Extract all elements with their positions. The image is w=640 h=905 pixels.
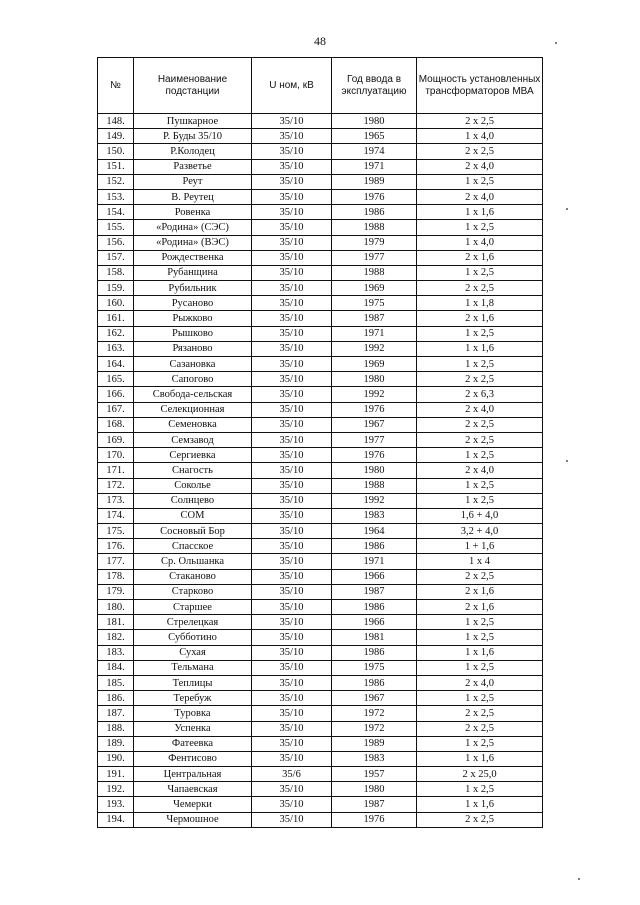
cell-commissioning-year: 1967 (332, 417, 417, 432)
cell-transformer-power: 2 х 4,0 (417, 463, 543, 478)
cell-commissioning-year: 1969 (332, 357, 417, 372)
cell-nominal-voltage: 35/10 (252, 448, 332, 463)
cell-number: 186. (98, 691, 134, 706)
cell-commissioning-year: 1977 (332, 432, 417, 447)
header-row (98, 58, 543, 114)
cell-substation-name: Р. Буды 35/10 (134, 129, 252, 144)
cell-nominal-voltage: 35/10 (252, 615, 332, 630)
cell-number: 153. (98, 189, 134, 204)
cell-transformer-power: 2 х 1,6 (417, 600, 543, 615)
cell-substation-name: Тельмана (134, 660, 252, 675)
cell-transformer-power: 1 х 1,6 (417, 797, 543, 812)
cell-commissioning-year: 1966 (332, 569, 417, 584)
cell-commissioning-year: 1986 (332, 539, 417, 554)
table-row (98, 417, 543, 432)
cell-number: 175. (98, 524, 134, 539)
cell-nominal-voltage: 35/10 (252, 144, 332, 159)
cell-number: 155. (98, 220, 134, 235)
cell-transformer-power: 1 х 1,6 (417, 205, 543, 220)
table-row (98, 721, 543, 736)
cell-substation-name: Селекционная (134, 402, 252, 417)
cell-transformer-power: 2 х 2,5 (417, 281, 543, 296)
cell-nominal-voltage: 35/10 (252, 402, 332, 417)
table-row (98, 706, 543, 721)
scan-speck (566, 208, 568, 210)
cell-number: 174. (98, 508, 134, 523)
cell-commissioning-year: 1988 (332, 478, 417, 493)
cell-number: 162. (98, 326, 134, 341)
table-row (98, 341, 543, 356)
cell-transformer-power: 1 х 2,5 (417, 691, 543, 706)
cell-number: 173. (98, 493, 134, 508)
cell-transformer-power: 2 х 2,5 (417, 114, 543, 129)
cell-nominal-voltage: 35/10 (252, 265, 332, 280)
table-row (98, 448, 543, 463)
table-row (98, 174, 543, 189)
cell-commissioning-year: 1986 (332, 205, 417, 220)
table-row (98, 402, 543, 417)
table-row (98, 569, 543, 584)
cell-transformer-power: 2 х 1,6 (417, 311, 543, 326)
table-row (98, 691, 543, 706)
cell-nominal-voltage: 35/10 (252, 205, 332, 220)
table-row (98, 767, 543, 782)
cell-number: 163. (98, 341, 134, 356)
cell-commissioning-year: 1975 (332, 296, 417, 311)
cell-number: 166. (98, 387, 134, 402)
cell-nominal-voltage: 35/10 (252, 600, 332, 615)
table-row (98, 508, 543, 523)
table-header (98, 58, 543, 114)
cell-number: 172. (98, 478, 134, 493)
cell-nominal-voltage: 35/10 (252, 721, 332, 736)
table-row (98, 159, 543, 174)
cell-substation-name: Центральная (134, 767, 252, 782)
cell-nominal-voltage: 35/10 (252, 189, 332, 204)
cell-transformer-power: 1 х 1,6 (417, 645, 543, 660)
cell-commissioning-year: 1967 (332, 691, 417, 706)
cell-substation-name: Снагость (134, 463, 252, 478)
cell-commissioning-year: 1988 (332, 265, 417, 280)
cell-commissioning-year: 1979 (332, 235, 417, 250)
cell-substation-name: Русаново (134, 296, 252, 311)
cell-transformer-power: 1,6 + 4,0 (417, 508, 543, 523)
cell-commissioning-year: 1957 (332, 767, 417, 782)
cell-number: 167. (98, 402, 134, 417)
cell-transformer-power: 1 х 1,8 (417, 296, 543, 311)
cell-transformer-power: 2 х 6,3 (417, 387, 543, 402)
cell-transformer-power: 1 х 1,6 (417, 341, 543, 356)
cell-nominal-voltage: 35/10 (252, 235, 332, 250)
cell-nominal-voltage: 35/6 (252, 767, 332, 782)
cell-substation-name: Фентисово (134, 751, 252, 766)
cell-number: 192. (98, 782, 134, 797)
cell-nominal-voltage: 35/10 (252, 281, 332, 296)
cell-commissioning-year: 1992 (332, 493, 417, 508)
cell-substation-name: Рыжково (134, 311, 252, 326)
cell-transformer-power: 1 х 2,5 (417, 174, 543, 189)
cell-number: 189. (98, 736, 134, 751)
cell-nominal-voltage: 35/10 (252, 645, 332, 660)
cell-nominal-voltage: 35/10 (252, 797, 332, 812)
cell-transformer-power: 1 х 2,5 (417, 357, 543, 372)
table-row (98, 250, 543, 265)
table-row (98, 144, 543, 159)
cell-substation-name: «Родина» (СЭС) (134, 220, 252, 235)
cell-substation-name: Старково (134, 584, 252, 599)
cell-commissioning-year: 1986 (332, 675, 417, 690)
cell-commissioning-year: 1989 (332, 736, 417, 751)
table-row (98, 554, 543, 569)
cell-transformer-power: 1 х 4,0 (417, 235, 543, 250)
cell-transformer-power: 1 х 2,5 (417, 493, 543, 508)
cell-commissioning-year: 1987 (332, 311, 417, 326)
cell-nominal-voltage: 35/10 (252, 357, 332, 372)
cell-transformer-power: 1 х 2,5 (417, 615, 543, 630)
cell-substation-name: Сапогово (134, 372, 252, 387)
cell-transformer-power: 1 х 2,5 (417, 782, 543, 797)
cell-substation-name: Стрелецкая (134, 615, 252, 630)
table-row (98, 736, 543, 751)
cell-commissioning-year: 1988 (332, 220, 417, 235)
table-row (98, 630, 543, 645)
cell-nominal-voltage: 35/10 (252, 660, 332, 675)
table-row (98, 189, 543, 204)
header-transformer-power: Мощность установленных трансформаторов МВА (417, 58, 543, 114)
table-row (98, 751, 543, 766)
cell-number: 154. (98, 205, 134, 220)
cell-number: 180. (98, 600, 134, 615)
cell-commissioning-year: 1981 (332, 630, 417, 645)
cell-commissioning-year: 1971 (332, 554, 417, 569)
cell-nominal-voltage: 35/10 (252, 478, 332, 493)
table-row (98, 615, 543, 630)
cell-number: 183. (98, 645, 134, 660)
table-row (98, 432, 543, 447)
cell-substation-name: «Родина» (ВЭС) (134, 235, 252, 250)
cell-substation-name: Сосновый Бор (134, 524, 252, 539)
cell-nominal-voltage: 35/10 (252, 220, 332, 235)
cell-commissioning-year: 1992 (332, 387, 417, 402)
cell-commissioning-year: 1983 (332, 508, 417, 523)
cell-number: 160. (98, 296, 134, 311)
table-row (98, 311, 543, 326)
cell-number: 191. (98, 767, 134, 782)
cell-commissioning-year: 1971 (332, 326, 417, 341)
table-row (98, 129, 543, 144)
cell-transformer-power: 1 + 1,6 (417, 539, 543, 554)
cell-commissioning-year: 1986 (332, 645, 417, 660)
header-substation-name: Наименование подстанции (134, 58, 252, 114)
cell-substation-name: Сазановка (134, 357, 252, 372)
cell-transformer-power: 1 х 2,5 (417, 736, 543, 751)
cell-nominal-voltage: 35/10 (252, 114, 332, 129)
cell-transformer-power: 1 х 2,5 (417, 326, 543, 341)
cell-substation-name: Рышково (134, 326, 252, 341)
cell-number: 176. (98, 539, 134, 554)
cell-substation-name: Ср. Ольшанка (134, 554, 252, 569)
cell-number: 161. (98, 311, 134, 326)
cell-transformer-power: 2 х 4,0 (417, 675, 543, 690)
cell-nominal-voltage: 35/10 (252, 524, 332, 539)
cell-substation-name: Сухая (134, 645, 252, 660)
cell-nominal-voltage: 35/10 (252, 463, 332, 478)
cell-number: 181. (98, 615, 134, 630)
cell-commissioning-year: 1972 (332, 721, 417, 736)
cell-commissioning-year: 1969 (332, 281, 417, 296)
substations-table (97, 57, 543, 828)
cell-nominal-voltage: 35/10 (252, 129, 332, 144)
table-body (98, 114, 543, 828)
cell-substation-name: Фатеевка (134, 736, 252, 751)
cell-commissioning-year: 1976 (332, 448, 417, 463)
cell-number: 165. (98, 372, 134, 387)
cell-transformer-power: 2 х 1,6 (417, 250, 543, 265)
cell-number: 164. (98, 357, 134, 372)
cell-transformer-power: 1 х 2,5 (417, 448, 543, 463)
table-row (98, 812, 543, 827)
cell-number: 171. (98, 463, 134, 478)
cell-commissioning-year: 1992 (332, 341, 417, 356)
cell-transformer-power: 1 х 2,5 (417, 265, 543, 280)
table-row (98, 387, 543, 402)
cell-number: 193. (98, 797, 134, 812)
cell-nominal-voltage: 35/10 (252, 326, 332, 341)
cell-transformer-power: 2 х 2,5 (417, 569, 543, 584)
table-row (98, 372, 543, 387)
cell-substation-name: Рубильник (134, 281, 252, 296)
cell-nominal-voltage: 35/10 (252, 432, 332, 447)
cell-commissioning-year: 1965 (332, 129, 417, 144)
cell-commissioning-year: 1987 (332, 584, 417, 599)
table-row (98, 600, 543, 615)
cell-commissioning-year: 1971 (332, 159, 417, 174)
table-row (98, 584, 543, 599)
cell-commissioning-year: 1966 (332, 615, 417, 630)
cell-nominal-voltage: 35/10 (252, 691, 332, 706)
cell-transformer-power: 1 х 2,5 (417, 220, 543, 235)
cell-nominal-voltage: 35/10 (252, 508, 332, 523)
cell-number: 148. (98, 114, 134, 129)
cell-substation-name: Субботино (134, 630, 252, 645)
cell-number: 187. (98, 706, 134, 721)
scan-speck (555, 42, 557, 44)
page-number: 48 (314, 34, 326, 48)
table-row (98, 478, 543, 493)
table-row (98, 539, 543, 554)
table-row (98, 524, 543, 539)
cell-nominal-voltage: 35/10 (252, 417, 332, 432)
cell-commissioning-year: 1980 (332, 782, 417, 797)
cell-nominal-voltage: 35/10 (252, 539, 332, 554)
cell-nominal-voltage: 35/10 (252, 630, 332, 645)
cell-number: 159. (98, 281, 134, 296)
cell-number: 150. (98, 144, 134, 159)
cell-number: 169. (98, 432, 134, 447)
cell-number: 179. (98, 584, 134, 599)
cell-number: 182. (98, 630, 134, 645)
cell-number: 152. (98, 174, 134, 189)
cell-commissioning-year: 1975 (332, 660, 417, 675)
table-row (98, 675, 543, 690)
cell-number: 188. (98, 721, 134, 736)
cell-transformer-power: 2 х 2,5 (417, 432, 543, 447)
cell-number: 194. (98, 812, 134, 827)
cell-substation-name: Разветье (134, 159, 252, 174)
table-row (98, 660, 543, 675)
cell-transformer-power: 1 х 4 (417, 554, 543, 569)
cell-transformer-power: 1 х 2,5 (417, 478, 543, 493)
cell-commissioning-year: 1986 (332, 600, 417, 615)
scan-speck (566, 460, 568, 462)
cell-transformer-power: 1 х 2,5 (417, 660, 543, 675)
cell-substation-name: Теплицы (134, 675, 252, 690)
table-row (98, 205, 543, 220)
cell-commissioning-year: 1972 (332, 706, 417, 721)
cell-substation-name: Рязаново (134, 341, 252, 356)
cell-substation-name: Ровенка (134, 205, 252, 220)
cell-nominal-voltage: 35/10 (252, 751, 332, 766)
cell-number: 178. (98, 569, 134, 584)
cell-substation-name: Семзавод (134, 432, 252, 447)
cell-commissioning-year: 1987 (332, 797, 417, 812)
cell-commissioning-year: 1976 (332, 189, 417, 204)
cell-number: 156. (98, 235, 134, 250)
cell-substation-name: Рождественка (134, 250, 252, 265)
cell-substation-name: Стаканово (134, 569, 252, 584)
cell-commissioning-year: 1980 (332, 114, 417, 129)
cell-number: 168. (98, 417, 134, 432)
cell-commissioning-year: 1977 (332, 250, 417, 265)
cell-transformer-power: 2 х 4,0 (417, 189, 543, 204)
cell-number: 157. (98, 250, 134, 265)
cell-commissioning-year: 1974 (332, 144, 417, 159)
cell-substation-name: В. Реутец (134, 189, 252, 204)
cell-nominal-voltage: 35/10 (252, 569, 332, 584)
cell-number: 185. (98, 675, 134, 690)
cell-transformer-power: 2 х 2,5 (417, 417, 543, 432)
cell-nominal-voltage: 35/10 (252, 296, 332, 311)
header-number: № (98, 58, 134, 114)
cell-substation-name: Свобода-сельская (134, 387, 252, 402)
cell-substation-name: Рубанщина (134, 265, 252, 280)
cell-transformer-power: 2 х 4,0 (417, 402, 543, 417)
cell-transformer-power: 2 х 4,0 (417, 159, 543, 174)
cell-substation-name: Спасское (134, 539, 252, 554)
cell-nominal-voltage: 35/10 (252, 341, 332, 356)
cell-transformer-power: 1 х 4,0 (417, 129, 543, 144)
table-row (98, 357, 543, 372)
table-row (98, 493, 543, 508)
table-row (98, 265, 543, 280)
cell-commissioning-year: 1980 (332, 463, 417, 478)
cell-substation-name: СОМ (134, 508, 252, 523)
cell-substation-name: Чапаевская (134, 782, 252, 797)
cell-substation-name: Солнцево (134, 493, 252, 508)
cell-nominal-voltage: 35/10 (252, 554, 332, 569)
table-row (98, 326, 543, 341)
table-row (98, 463, 543, 478)
cell-transformer-power: 2 х 2,5 (417, 706, 543, 721)
cell-transformer-power: 2 х 1,6 (417, 584, 543, 599)
cell-nominal-voltage: 35/10 (252, 782, 332, 797)
cell-substation-name: Соколье (134, 478, 252, 493)
table-row (98, 645, 543, 660)
cell-nominal-voltage: 35/10 (252, 311, 332, 326)
cell-number: 177. (98, 554, 134, 569)
cell-nominal-voltage: 35/10 (252, 493, 332, 508)
cell-substation-name: Пушкарное (134, 114, 252, 129)
cell-nominal-voltage: 35/10 (252, 706, 332, 721)
table-row (98, 797, 543, 812)
cell-substation-name: Чемерки (134, 797, 252, 812)
cell-substation-name: Туровка (134, 706, 252, 721)
cell-nominal-voltage: 35/10 (252, 250, 332, 265)
cell-transformer-power: 3,2 + 4,0 (417, 524, 543, 539)
cell-substation-name: Чермошное (134, 812, 252, 827)
table-row (98, 281, 543, 296)
cell-nominal-voltage: 35/10 (252, 584, 332, 599)
cell-substation-name: Сергиевка (134, 448, 252, 463)
cell-number: 190. (98, 751, 134, 766)
cell-nominal-voltage: 35/10 (252, 736, 332, 751)
scan-speck (578, 878, 580, 880)
cell-number: 149. (98, 129, 134, 144)
header-nominal-voltage: U ном, кВ (252, 58, 332, 114)
table-row (98, 220, 543, 235)
cell-substation-name: Р.Колодец (134, 144, 252, 159)
cell-substation-name: Семеновка (134, 417, 252, 432)
cell-nominal-voltage: 35/10 (252, 159, 332, 174)
cell-commissioning-year: 1983 (332, 751, 417, 766)
table-row (98, 114, 543, 129)
cell-nominal-voltage: 35/10 (252, 372, 332, 387)
table-row (98, 235, 543, 250)
cell-transformer-power: 2 х 2,5 (417, 721, 543, 736)
cell-commissioning-year: 1980 (332, 372, 417, 387)
cell-transformer-power: 2 х 2,5 (417, 812, 543, 827)
cell-nominal-voltage: 35/10 (252, 174, 332, 189)
table-row (98, 782, 543, 797)
cell-number: 158. (98, 265, 134, 280)
cell-transformer-power: 1 х 1,6 (417, 751, 543, 766)
cell-substation-name: Теребуж (134, 691, 252, 706)
table-row (98, 296, 543, 311)
cell-number: 151. (98, 159, 134, 174)
cell-number: 184. (98, 660, 134, 675)
cell-transformer-power: 2 х 2,5 (417, 144, 543, 159)
cell-number: 170. (98, 448, 134, 463)
cell-substation-name: Старшее (134, 600, 252, 615)
cell-nominal-voltage: 35/10 (252, 675, 332, 690)
header-commissioning-year: Год ввода в эксплуатацию (332, 58, 417, 114)
cell-transformer-power: 2 х 25,0 (417, 767, 543, 782)
cell-transformer-power: 1 х 2,5 (417, 630, 543, 645)
cell-commissioning-year: 1964 (332, 524, 417, 539)
cell-nominal-voltage: 35/10 (252, 812, 332, 827)
cell-commissioning-year: 1989 (332, 174, 417, 189)
cell-commissioning-year: 1976 (332, 812, 417, 827)
cell-commissioning-year: 1976 (332, 402, 417, 417)
cell-nominal-voltage: 35/10 (252, 387, 332, 402)
cell-transformer-power: 2 х 2,5 (417, 372, 543, 387)
cell-substation-name: Реут (134, 174, 252, 189)
cell-substation-name: Успенка (134, 721, 252, 736)
